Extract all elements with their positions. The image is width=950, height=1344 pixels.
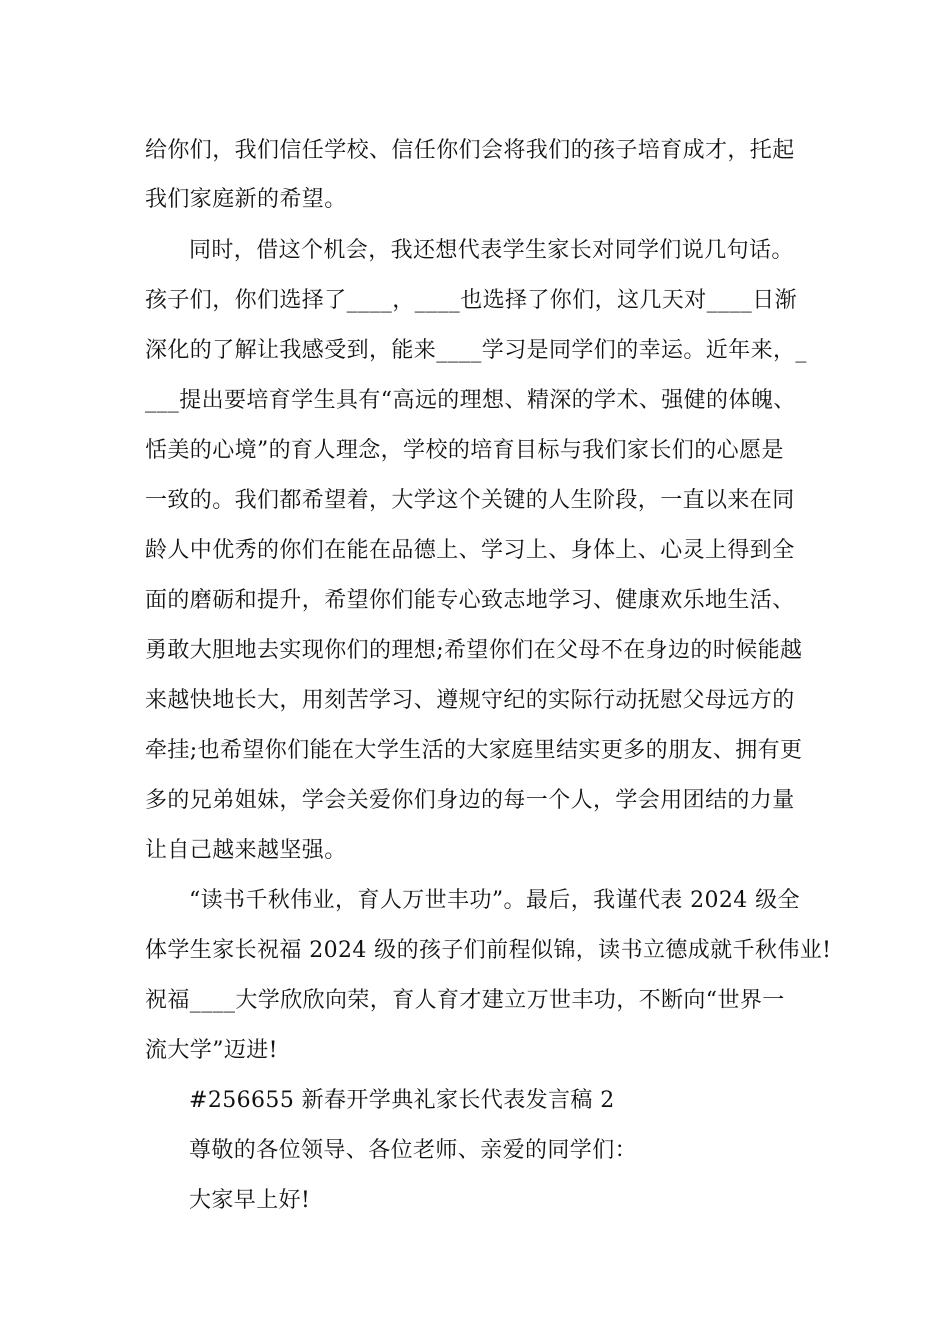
text-line: 祝福____大学欣欣向荣，育人育才建立万世丰功，不断向“世界一 <box>145 988 785 1013</box>
text-line: 多的兄弟姐妹，学会关爱你们身边的每一个人，学会用团结的力量 <box>145 788 795 813</box>
text-line: 流大学”迈进! <box>145 1038 278 1063</box>
paragraph-start-line: 同时，借这个机会，我还想代表学生家长对同学们说几句话。 <box>189 238 794 263</box>
text-line: 来越快地长大，用刻苦学习、遵规守纪的实际行动抚慰父母远方的 <box>145 688 795 713</box>
text-line: 恬美的心境”的育人理念，学校的培育目标与我们家长们的心愿是 <box>145 438 784 463</box>
text-line: 我们家庭新的希望。 <box>145 187 347 212</box>
text-line: 牵挂;也希望你们能在大学生活的大家庭里结实更多的朋友、拥有更 <box>145 738 803 763</box>
greeting-line: 大家早上好! <box>189 1188 311 1213</box>
text-line: ___提出要培育学生具有“高远的理想、精深的学术、强健的体魄、 <box>145 388 796 413</box>
text-line: 体学生家长祝福 2024 级的孩子们前程似锦，读书立德成就千秋伟业! <box>145 938 832 963</box>
text-line: 深化的了解让我感受到，能来____学习是同学们的幸运。近年来，_ <box>145 338 807 363</box>
paragraph-start-line: “读书千秋伟业，育人万世丰功”。最后，我谨代表 2024 级全 <box>189 888 800 913</box>
text-line: 龄人中优秀的你们在能在品德上、学习上、身体上、心灵上得到全 <box>145 538 795 563</box>
text-line: 面的磨砺和提升，希望你们能专心致志地学习、健康欢乐地生活、 <box>145 588 795 613</box>
text-line: 一致的。我们都希望着，大学这个关键的人生阶段，一直以来在同 <box>145 488 795 513</box>
salutation-line: 尊敬的各位领导、各位老师、亲爱的同学们： <box>189 1138 638 1163</box>
text-line: 给你们，我们信任学校、信任你们会将我们的孩子培育成才，托起 <box>145 138 795 163</box>
text-line: 勇敢大胆地去实现你们的理想;希望你们在父母不在身边的时候能越 <box>145 638 803 663</box>
text-line: 孩子们，你们选择了____，____也选择了你们，这几天对____日渐 <box>145 288 798 313</box>
text-line: 让自己越来越坚强。 <box>145 838 347 863</box>
section-heading: #256655 新春开学典礼家长代表发言稿 2 <box>189 1088 615 1113</box>
